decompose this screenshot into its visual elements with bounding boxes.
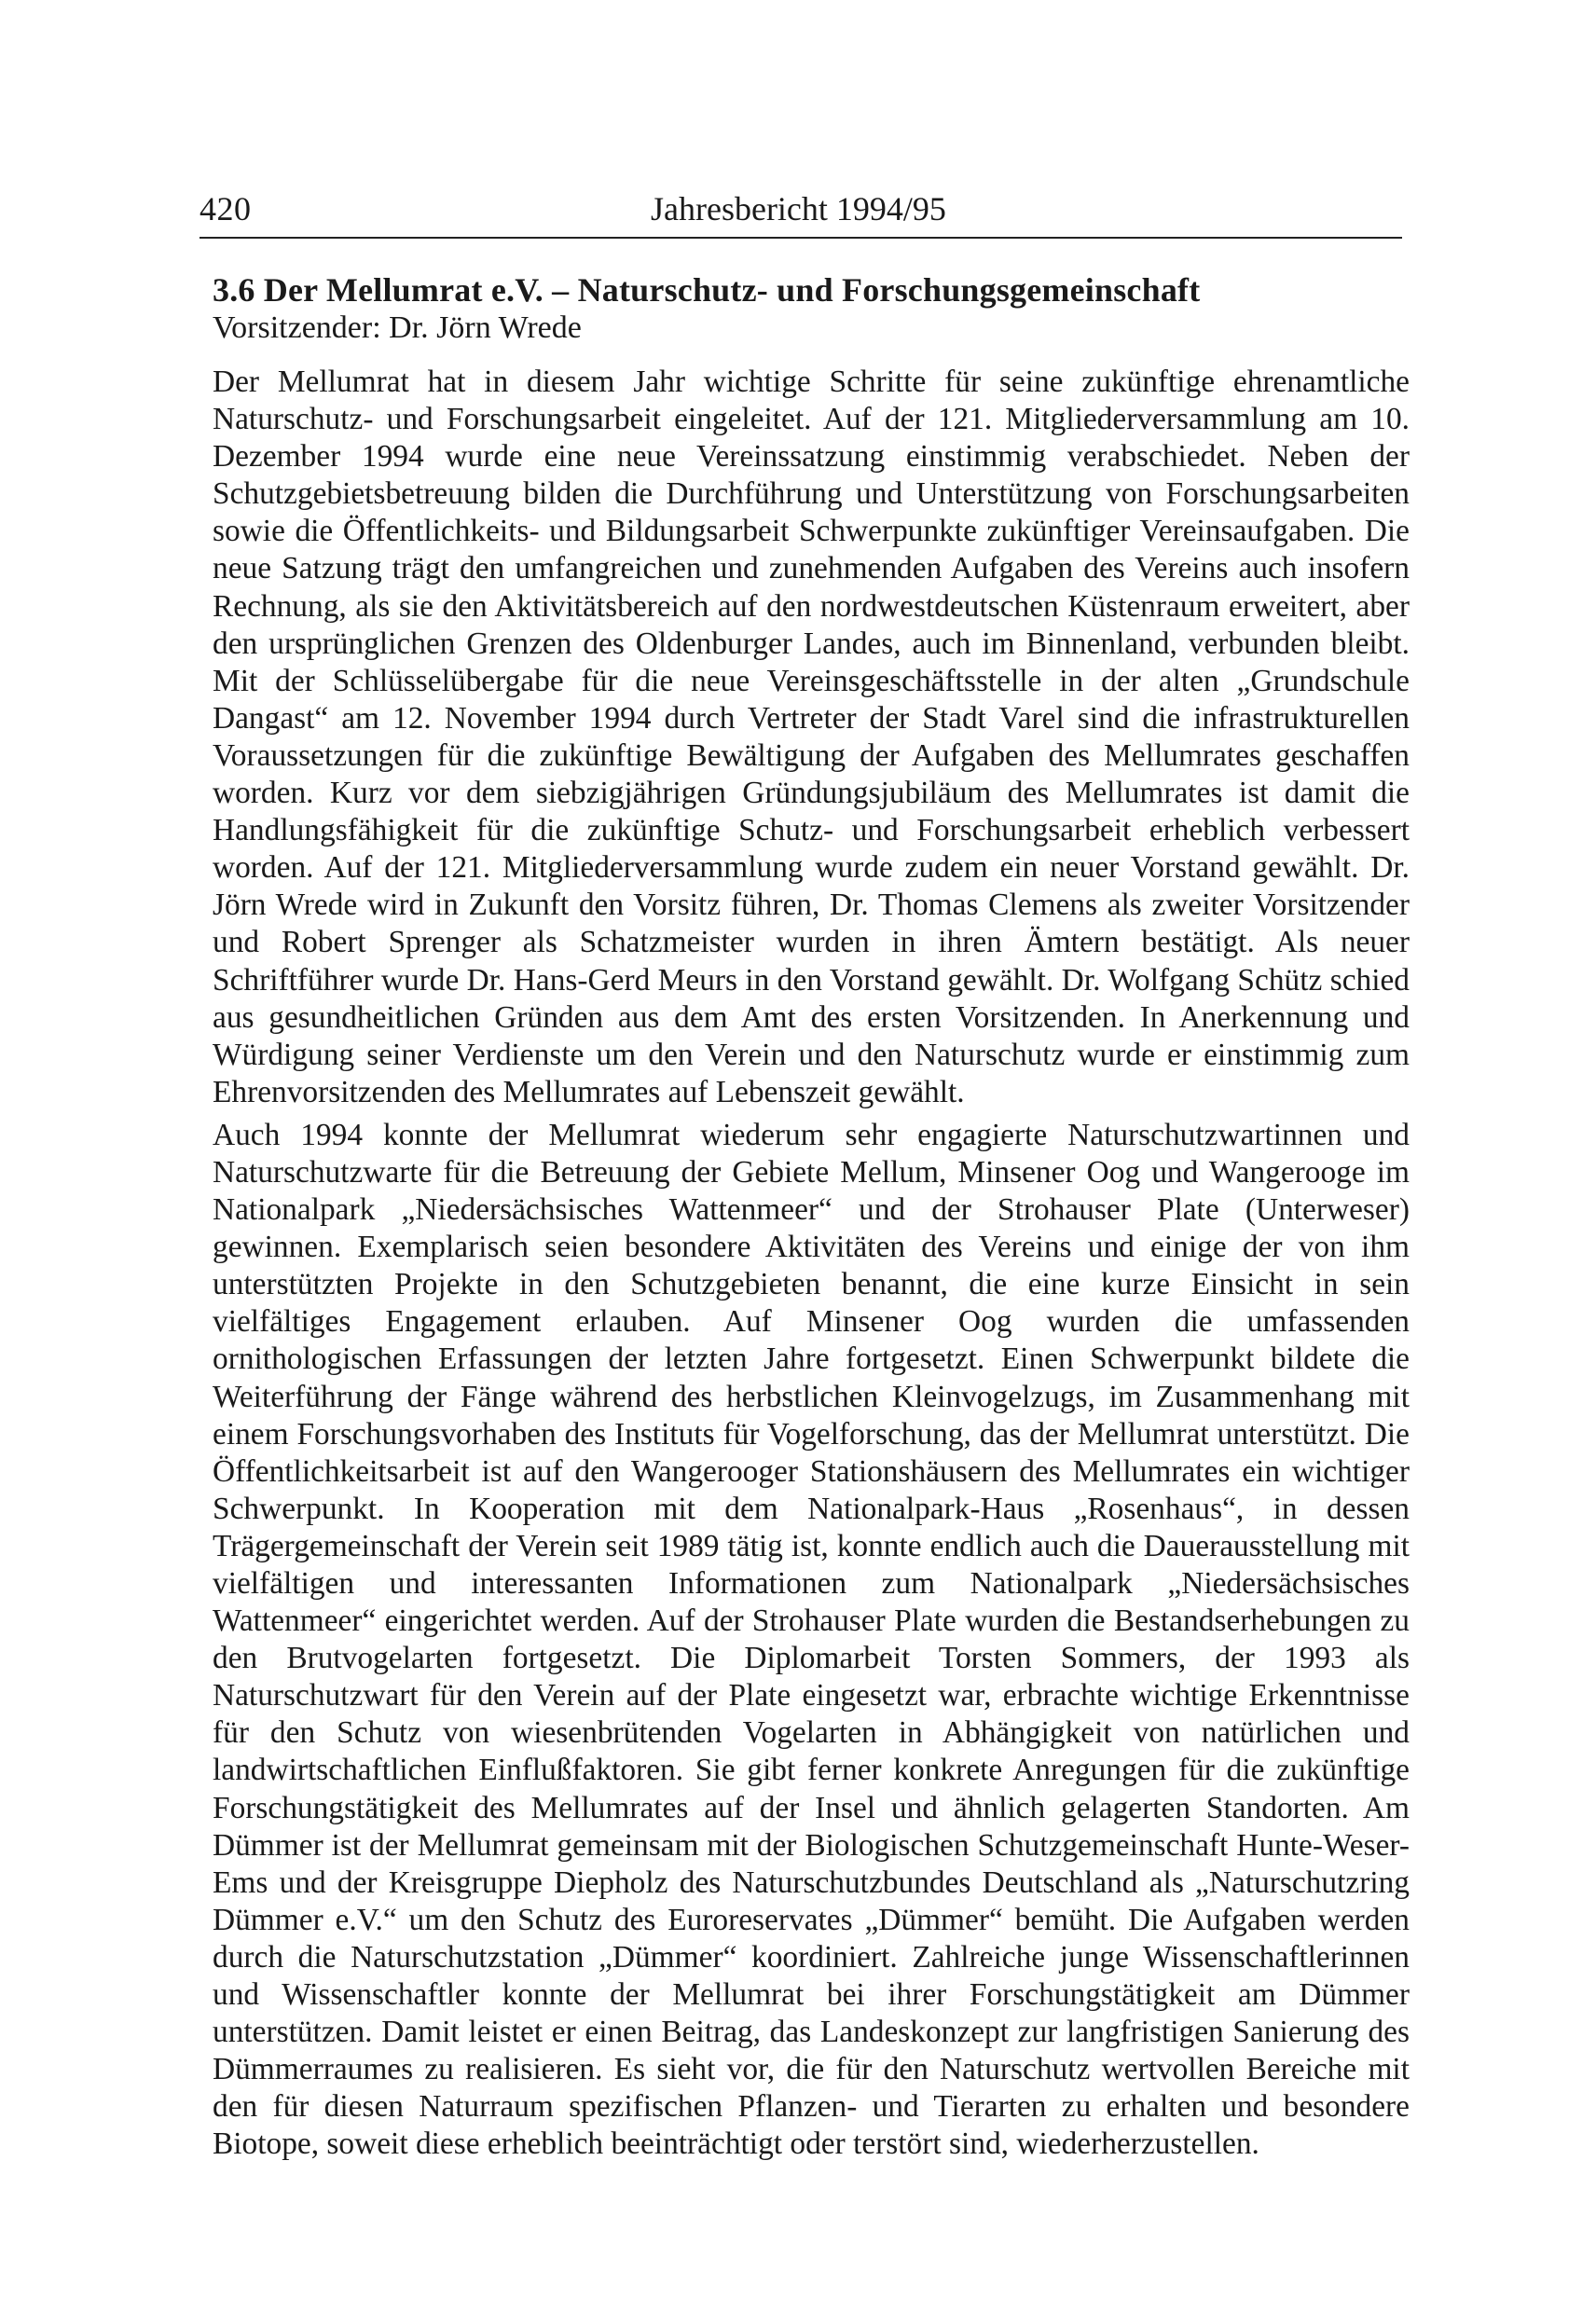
section-heading: 3.6 Der Mellumrat e.V. – Naturschutz- und Forschungsgemeinschaft (213, 271, 1201, 309)
paragraph-2: Auch 1994 konnte der Mellumrat wiederum sehr engagierte Naturschutzwartinnen und Naturschutzwarte für die Betreuung der Gebiete Mellum, Minsener Oog und Wangerooge im Nationalpark „Niedersächsisches Wattenmeer“ und der Strohauser Plate (Unterweser) gewinnen. Exemplarisch seien besondere Aktivitäten des Vereins und einige der von ihm unterstützten Projekte in den Schutzgebieten benannt, die eine kurze Einsicht in sein vielfältiges Engagement erlauben. Auf Minsener Oog wurden die umfassenden ornithologischen Erfassungen der letzten Jahre fortgesetzt. Einen Schwerpunkt bildete die Weiterführung der Fänge während des herbstlichen Kleinvogelzugs, im Zusammenhang mit einem Forschungsvorhaben des Instituts für Vogelforschung, das der Mellumrat unterstützt. Die Öffentlichkeitsarbeit ist auf den Wangerooger Stationshäusern des Mellumrates ein wichtiger Schwerpunkt. In Kooperation mit dem Nationalpark-Haus „Rosenhaus“, in dessen Trägergemeinschaft der Verein seit 1989 tätig ist, konnte endlich auch die Dauerausstellung mit vielfältigen und interessanten Informationen zum Nationalpark „Niedersächsisches Wattenmeer“ eingerichtet werden. Auf der Strohauser Plate wurden die Bestandserhebungen zu den Brutvogelarten fortgesetzt. Die Diplomarbeit Torsten Sommers, der 1993 als Naturschutzwart für den Verein auf der Plate eingesetzt war, erbrachte wichtige Erkenntnisse für den Schutz von wiesenbrütenden Vogelarten in Abhängigkeit von natürlichen und landwirtschaftlichen Einflußfaktoren. Sie gibt ferner konkrete Anregungen für die zukünftige Forschungstätigkeit des Mellumrates auf der Insel und ähnlich gelagerten Standorten. Am Dümmer ist der Mellumrat gemeinsam mit der Biologischen Schutzgemeinschaft Hunte-Weser-Ems und der Kreisgruppe Diepholz des Naturschutzbundes Deutschland als „Naturschutzring Dümmer e.V.“ um den Schutz des Euroreservates „Dümmer“ bemüht. Die Aufgaben werden durch die Naturschutzstation „Dümmer“ koordiniert. Zahlreiche junge Wissenschaftlerinnen und Wissenschaftler konnte der Mellumrat bei ihrer Forschungstätigkeit am Dümmer unterstützen. Damit leistet er einen Beitrag, das Landeskonzept zur langfristigen Sanierung des Dümmerraumes zu realisieren. Es sieht vor, die für den Naturschutz wertvollen Bereiche mit den für diesen Naturraum spezifischen Pflanzen- und Tierarten zu erhalten und besondere Biotope, soweit diese erheblich beeinträchtigt oder terstört sind, wiederherzustellen. (213, 1117, 1410, 2162)
paragraph-1: Der Mellumrat hat in diesem Jahr wichtige Schritte für seine zukünftige ehrenamtliche Naturschutz- und Forschungsarbeit eingeleitet. Auf der 121. Mitgliederversammlung am 10. Dezember 1994 wurde eine neue Vereinssatzung einstimmig verabschiedet. Neben der Schutzgebietsbetreuung bilden die Durchführung und Unterstützung von Forschungsarbeiten sowie die Öffentlichkeits- und Bildungsarbeit Schwerpunkte zukünftiger Vereinsaufgaben. Die neue Satzung trägt den umfangreichen und zunehmenden Aufgaben des Vereins auch insofern Rechnung, als sie den Aktivitätsbereich auf den nordwestdeutschen Küstenraum erweitert, aber den ursprünglichen Grenzen des Oldenburger Landes, auch im Binnenland, verbunden bleibt. Mit der Schlüsselübergabe für die neue Vereinsgeschäftsstelle in der alten „Grundschule Dangast“ am 12. November 1994 durch Vertreter der Stadt Varel sind die infrastrukturellen Voraussetzungen für die zukünftige Bewältigung der Aufgaben des Mellumrates geschaffen worden. Kurz vor dem siebzigjährigen Gründungsjubiläum des Mellumrates ist damit die Handlungsfähigkeit für die zukünftige Schutz- und Forschungsarbeit erheblich verbessert worden. Auf der 121. Mitgliederversammlung wurde zudem ein neuer Vorstand gewählt. Dr. Jörn Wrede wird in Zukunft den Vorsitz führen, Dr. Thomas Clemens als zweiter Vorsitzender und Robert Sprenger als Schatzmeister wurden in ihren Ämtern bestätigt. Als neuer Schriftführer wurde Dr. Hans-Gerd Meurs in den Vorstand gewählt. Dr. Wolfgang Schütz schied aus gesundheitlichen Gründen aus dem Amt des ersten Vorsitzenden. In Anerkennung und Würdigung seiner Verdienste um den Verein und den Naturschutz wurde er einstimmig zum Ehrenvorsitzenden des Mellumrates auf Lebenszeit gewählt. (213, 365, 1410, 1109)
page-header (200, 181, 1402, 239)
section-3-6 (213, 270, 1410, 2164)
running-title: Jahresbericht 1994/95 (651, 190, 946, 227)
page-number: 420 (200, 190, 252, 227)
chair-line: Vorsitzender: Dr. Jörn Wrede (213, 310, 582, 345)
